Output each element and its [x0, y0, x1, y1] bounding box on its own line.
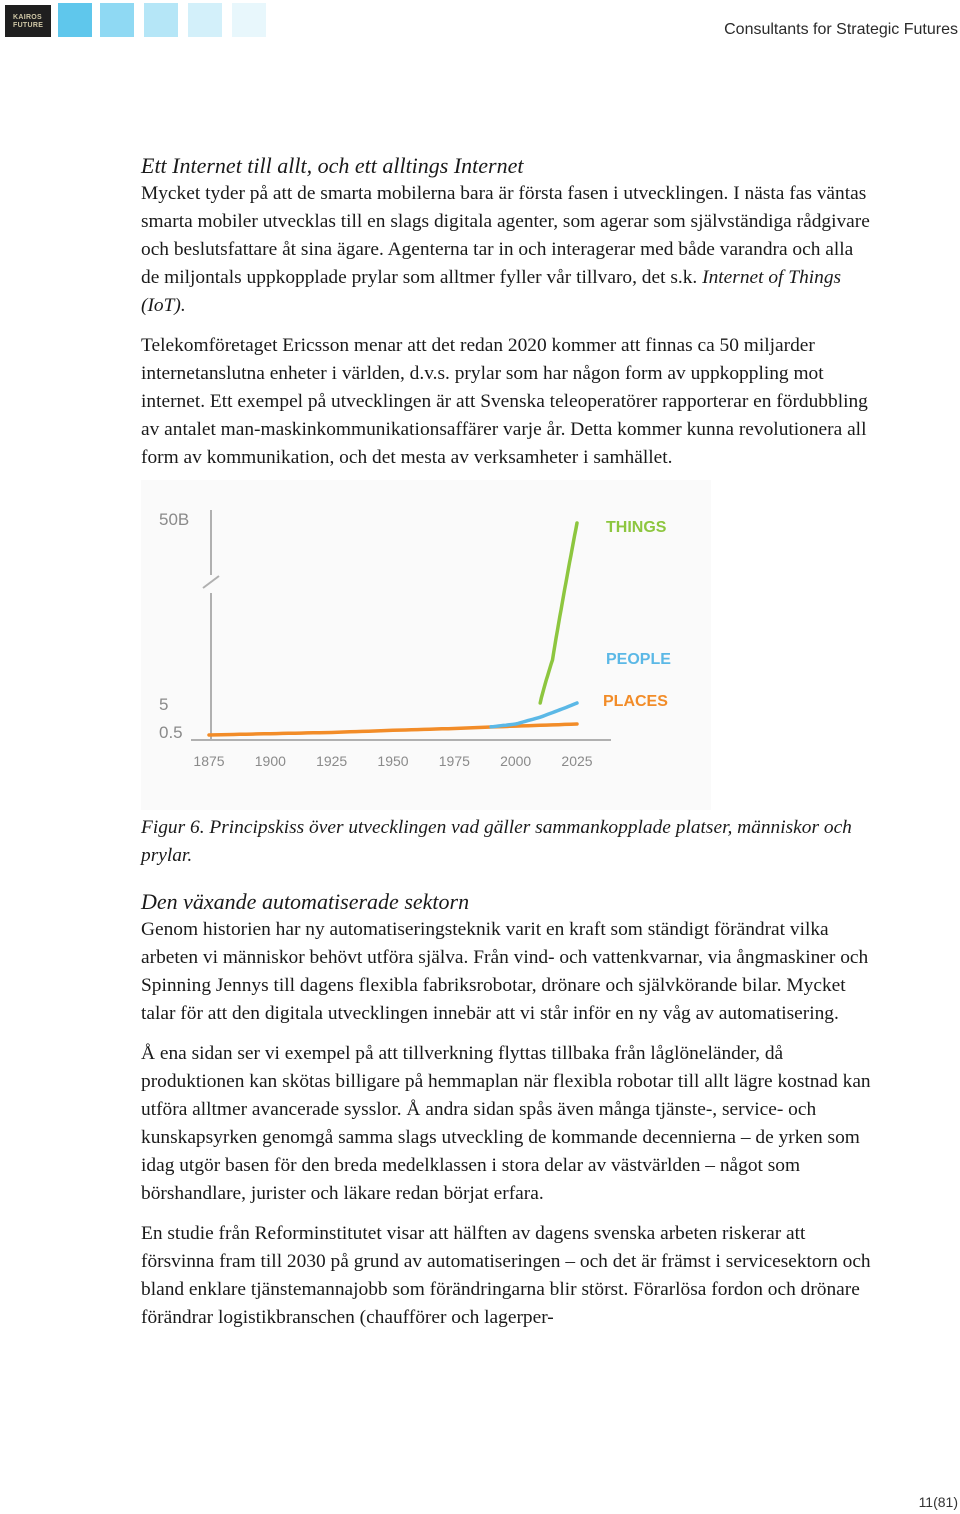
section-title: Den växande automatiserade sektorn — [141, 889, 470, 914]
x-tick-label: 2025 — [561, 753, 593, 769]
x-tick-label: 1900 — [254, 753, 286, 769]
company-tagline: Consultants for Strategic Futures — [724, 21, 958, 38]
decor-square — [100, 3, 134, 37]
x-tick-label: 1950 — [377, 753, 409, 769]
paragraph: En studie från Reforminstitutet visar att hälften av dagens svenska arbeten riskerar att försvinna fram till 2030 på grund av automatiseringen – och det är främst i servicesektorn och bland enklare tjänstemannajobb som förändringarna blir störst. Förarlösa fordon och drönare förändrar logistikbranschen (chaufförer och lagerper- — [141, 1223, 871, 1328]
decor-square — [188, 3, 222, 37]
page-header — [0, 0, 960, 60]
paragraph: Å ena sidan ser vi exempel på att tillverkning flyttas tillbaka från låglöneländer, då produktionen kan skötas billigare på hemmaplan när flexibla robotar till allt lägre kostnad kan utföra alltmer avancerade sysslor. Å andra sidan spås även många tjänste-, service- och kunskapsyrken genomgå samma slags utveckling de kommande decennierna – de yrken som idag utgör basen för den breda medelklassen i stora delar av västvärlden – något som börshandlare, jurister och läkare redan börjat erfara. — [141, 1043, 871, 1204]
x-tick-label: 1875 — [193, 753, 225, 769]
y-tick-label: 50B — [159, 510, 190, 529]
chart-svg — [141, 480, 711, 810]
iot-term: Internet of Things (IoT). — [141, 267, 842, 316]
series-label-people: PEOPLE — [606, 651, 671, 668]
series-label-places: PLACES — [603, 693, 668, 710]
paragraph: Telekomföretaget Ericsson menar att det redan 2020 kommer att finnas ca 50 miljarder internetanslutna enheter i världen, d.v.s. prylar som har någon form av uppkoppling mot internet. Ett exempel på utvecklingen är att Svenska teleoperatörer rapporterar en fördubbling av antalet man-maskinkommunikationsaffärer varje år. Detta kommer kunna revolutionera all form av kommunikation, och det mesta av verksamheter i samhället. — [141, 335, 868, 468]
paragraph-text: Mycket tyder på att de smarta mobilerna bara är första fasen i utvecklingen. I nästa fas väntas smarta mobiler utvecklas till en slags digitala agenter, som agerar som självständiga rådgivare och beslutsfattare åt sina ägare. Agenterna tar in och interagerar med både varandra och alla de miljontals uppkopplade prylar som alltmer fyller vår tillvaro, det s.k. — [141, 183, 870, 288]
paragraph: Genom historien har ny automatiseringsteknik varit en kraft som ständigt förändrat vilka arbeten vi människor behövt utföra själva. Från vind- och vattenkvarnar, via ångmaskiner och Spinning Jennys till dagens flexibla fabriksrobotar, drönare och självkörande bilar. Mycket talar för att den digitala utvecklingen innebär att vi står inför en ny våg av automatisering. — [141, 919, 869, 1024]
page-number: 11(81) — [918, 1494, 958, 1510]
kairos-future-logo — [5, 5, 51, 37]
decor-square — [58, 3, 92, 37]
decor-square — [232, 3, 266, 37]
figure-caption: Figur 6. Principskiss över utvecklingen vad gäller sammankopplade platser, människor och prylar. — [141, 817, 852, 866]
x-tick-label: 2000 — [500, 753, 532, 769]
decor-square — [144, 3, 178, 37]
logo-text-line2: FUTURE — [13, 22, 44, 29]
x-tick-label: 1975 — [438, 753, 470, 769]
section-title: Ett Internet till allt, och ett alltings Internet — [141, 153, 524, 178]
x-tick-label: 1925 — [316, 753, 348, 769]
paragraph — [141, 180, 876, 320]
series-label-things: THINGS — [606, 519, 667, 536]
iot-growth-chart — [141, 480, 711, 810]
page-content — [141, 152, 876, 1332]
y-tick-label: 5 — [159, 695, 169, 714]
logo-text-line1: KAIROS — [13, 14, 43, 21]
y-tick-label: 0.5 — [159, 723, 183, 742]
